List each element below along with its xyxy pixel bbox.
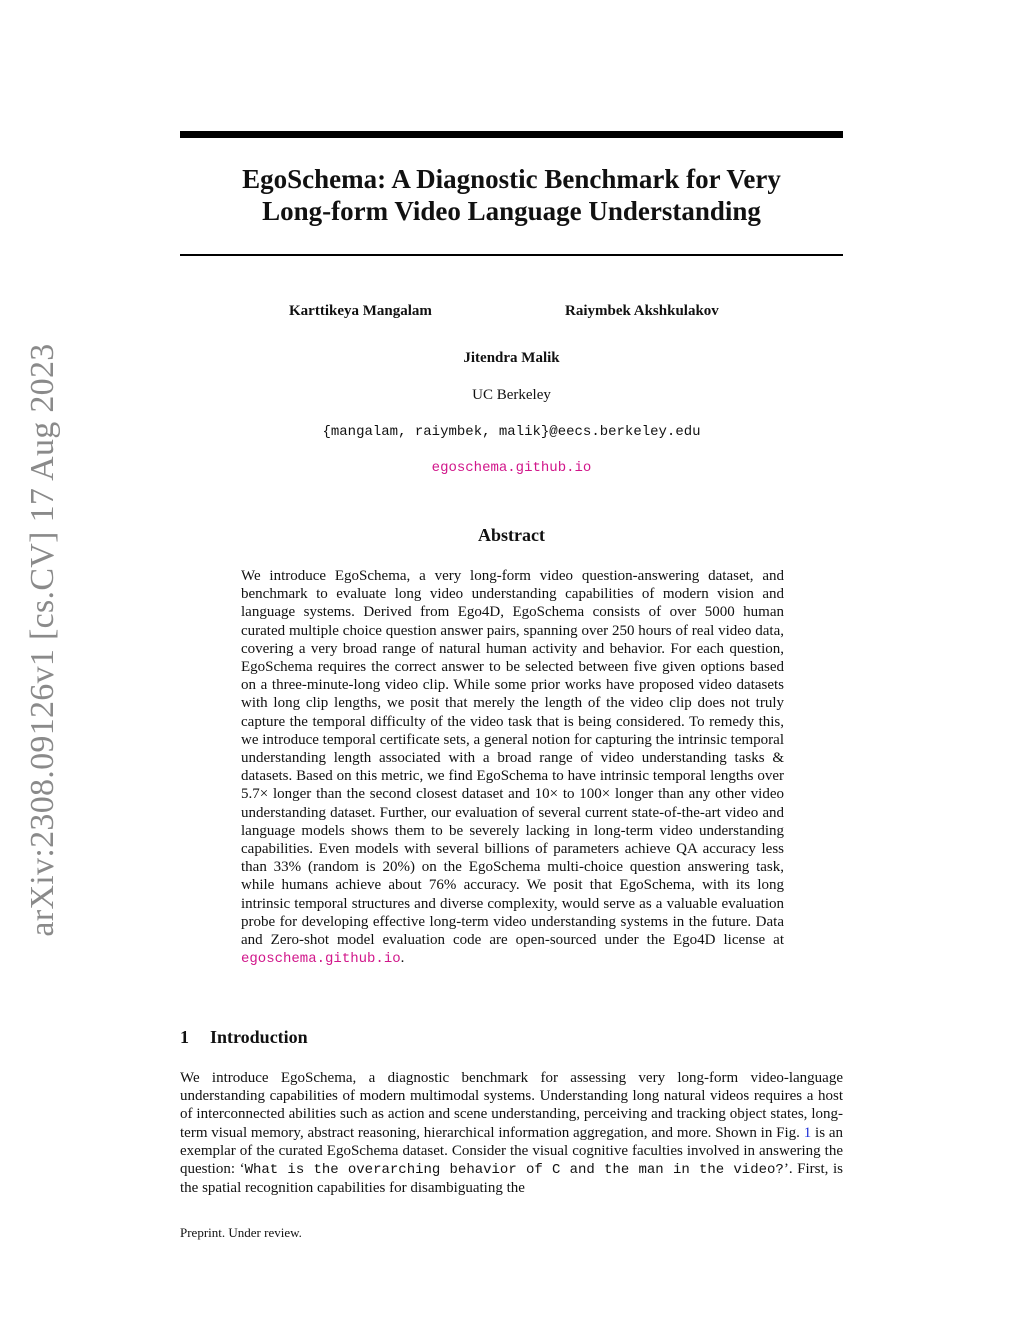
intro-part-3: ’. First, is the spatial recognition capabilities for disambiguating the: [180, 1161, 843, 1197]
title-line-2: Long-form Video Language Understanding: [262, 196, 761, 226]
author-emails: {mangalam, raiymbek, malik}@eecs.berkeley.edu: [322, 424, 701, 440]
section-title: Introduction: [210, 1027, 308, 1047]
author-3: Jitendra Malik: [463, 350, 560, 366]
intro-question: What is the overarching behavior of C and the man in the video?: [244, 1162, 784, 1179]
abstract-heading: Abstract: [478, 525, 545, 545]
section-heading-introduction: [180, 1027, 308, 1047]
project-link[interactable]: egoschema.github.io: [431, 460, 592, 476]
abstract-text: We introduce EgoSchema, a very long-form video question-answering dataset, and benchmark to evaluate long video understanding capabilities of modern vision and language systems. Derived from Ego4D, EgoSchema consists of over 5000 human curated multiple choice question answer pairs, spanning over 250 hours of real video data, covering a very broad range of natural human activity and behavior. For each question, EgoSchema requires the correct answer to be selected between five given options based on a three-minute-long video clip. While some prior works have proposed video datasets with long clip lengths, we posit that merely the length of the video clip does not truly capture the temporal difficulty of the video task that is being considered. To remedy this, we introduce temporal certificate sets, a general notion for capturing the intrinsic temporal understanding length associated with a broad range of video understanding tasks & datasets. Based on this metric, we find EgoSchema to have intrinsic temporal lengths over 5.7× longer than the second closest dataset and 10× to 100× longer than any other video understanding dataset. Further, our evaluation of several current state-of-the-art video and language models shows them to be severely lacking in long-term video understanding capabilities. Even models with several billions of parameters achieve QA accuracy less than 33% (random is 20%) on the EgoSchema multi-choice question answering task, while humans achieve about 76% accuracy. We posit that EgoSchema, with its long intrinsic temporal structures and diverse complexity, would serve as a valuable evaluation probe for developing effective long-term video understanding systems in the future. Data and Zero-shot model evaluation code are open-sourced under the Ego4D license at: [241, 568, 784, 949]
title-rule-top: [180, 131, 843, 138]
arxiv-stamp: arXiv:2308.09126v1 [cs.CV] 17 Aug 2023: [24, 343, 61, 937]
affiliation: UC Berkeley: [472, 387, 551, 403]
abstract-body: [241, 567, 784, 968]
introduction-body: [180, 1069, 843, 1197]
abstract-project-link[interactable]: egoschema.github.io: [241, 951, 401, 968]
abstract-end: .: [400, 950, 405, 967]
section-number: 1: [180, 1027, 189, 1047]
author-2: Raiymbek Akshkulakov: [565, 303, 719, 319]
paper-title: [180, 163, 843, 227]
author-1: Karttikeya Mangalam: [289, 303, 432, 319]
title-rule-bottom: [180, 254, 843, 256]
intro-part-1: We introduce EgoSchema, a diagnostic benchmark for assessing very long-form video-language understanding capabilities of modern multimodal systems. Understanding long natural videos requires a host of interconnected abilities such as action and scene understanding, perceiving and tracking object states, long-term visual memory, abstract reasoning, hierarchical information aggregation, and more. Shown in Fig.: [180, 1070, 843, 1141]
intro-part-2: is an exemplar of the curated EgoSchema dataset. Consider the visual cognitive faculties involved in answering the question: ‘: [180, 1124, 844, 1178]
figure-reference-link[interactable]: 1: [803, 1124, 812, 1141]
footer-note: Preprint. Under review.: [180, 1225, 302, 1240]
title-line-1: EgoSchema: A Diagnostic Benchmark for Very: [242, 164, 781, 194]
